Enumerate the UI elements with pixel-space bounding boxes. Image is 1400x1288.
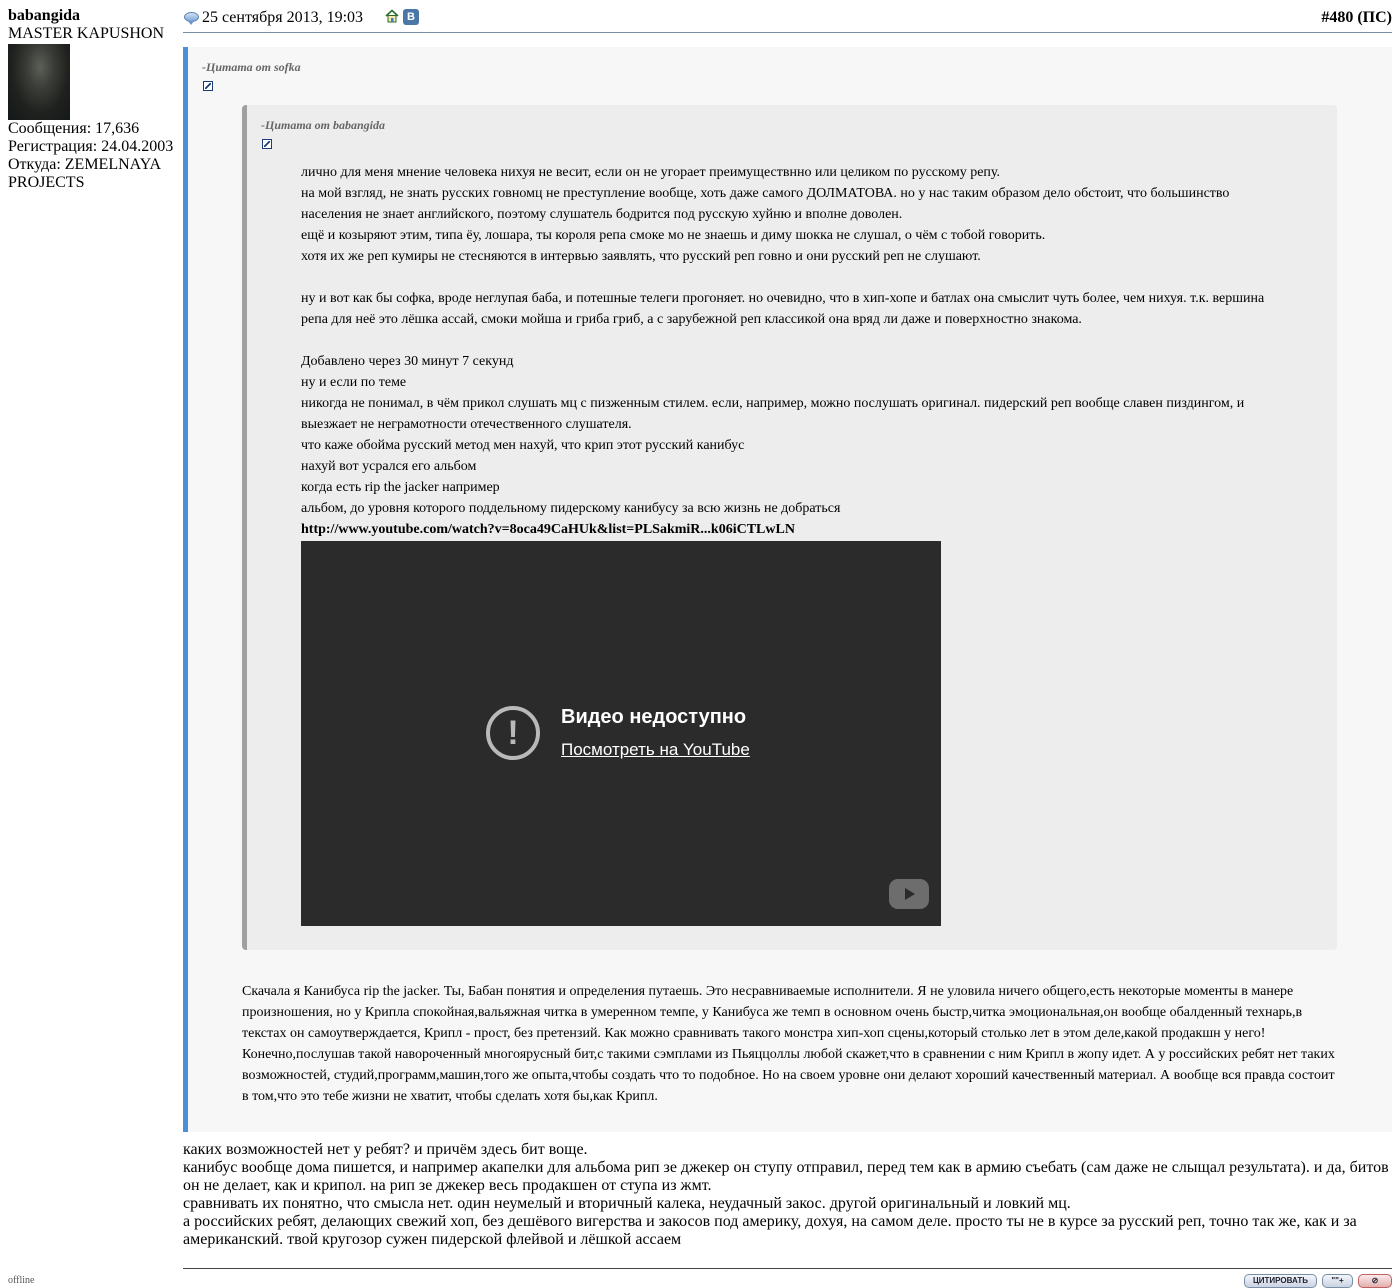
text-line: что каже обойма русский метод мен нахуй, что крип этот русский канибус bbox=[301, 438, 745, 453]
text-line: нахуй вот усрался его альбом bbox=[301, 459, 477, 474]
post-header bbox=[183, 0, 1392, 33]
post-number[interactable] bbox=[1321, 9, 1392, 27]
text-line: никогда не понимал, в чём прикол слушать мц с пизженным стилем. если, например, можно послушать оригинал. пидерский реп вообще славен пиздингом, и bbox=[301, 396, 1245, 411]
text-line: возможностей, студий,программ,машин,того же опыта,чтобы создать что то подобное. Но на своем уровне они делают хороший качественный материал. А вообще вся правда состоит bbox=[242, 1068, 1335, 1083]
text-line: репа для неё это лёшка ассай, смоки мойша и гриба гриб, а с зарубежной реп классикой она вряд ли даже и поверхностно знакома. bbox=[301, 312, 1082, 327]
text-line: американский. твой кругозор сужен пидерской флейвой и лёшкой ассаем bbox=[183, 1231, 682, 1248]
post-number-value[interactable]: #480 bbox=[1321, 9, 1354, 26]
quote-inner-header: -Цитата от babangida bbox=[261, 118, 386, 132]
warning-icon: ! bbox=[486, 706, 540, 760]
user-location-cont: PROJECTS bbox=[8, 174, 85, 191]
text-line: текстах он самоутверждается, Крипл - прост, без претензий. Как можно сравнивать такого монстра хип-хоп сцены,который столько лет в этом деле,какой продакшн у него! bbox=[242, 1026, 1266, 1041]
username[interactable]: babangida bbox=[8, 7, 81, 24]
message-icon bbox=[184, 12, 199, 22]
text-line: на мой взгляд, не знать русских говномц не преступление вообще, хоть даже самого ДОЛМАТОВА. но у нас таким образом дело обстоит, что большинство bbox=[301, 186, 1230, 201]
user-post-count: Сообщения: 17,636 bbox=[8, 120, 140, 137]
added-notice: Добавлено через 30 минут 7 секунд bbox=[301, 354, 514, 369]
user-info-panel bbox=[8, 7, 178, 192]
video-embed[interactable] bbox=[301, 541, 941, 926]
quote-inner-text bbox=[301, 162, 1291, 540]
online-status: offline bbox=[8, 1275, 35, 1286]
post-date: 25 сентября 2013, 19:03 bbox=[202, 9, 364, 26]
text-line: альбом, до уровня которого поддельному пидерскому канибусу за всю жизнь не добраться bbox=[301, 501, 841, 516]
text-line: каких возможностей нет у ребят? и причём здесь бит воще. bbox=[183, 1141, 588, 1158]
quote-inner-link-icon[interactable] bbox=[262, 139, 272, 149]
text-line: произношения, но у Крипла спокойная,вальяжная читка в умеренном темпе, у Канибуса же темп в основном очень быстр,читка эмоциональная,он вообще обалденный технарь,в bbox=[242, 1005, 1303, 1020]
text-line: а российских ребят, делающих свежий хоп, без дешёвого вигерства и закосов под америку, дохуя, на самом деле. просто ты не в курсе за русский реп, точно так же, как и за bbox=[183, 1213, 1357, 1230]
youtube-link[interactable]: http://www.youtube.com/watch?v=8oca49CaHUk&list=PLSakmiR...k06iCTLwLN bbox=[301, 522, 795, 537]
user-location: Откуда: ZEMELNAYA bbox=[8, 156, 162, 173]
quote-outer bbox=[183, 47, 1392, 1132]
text-line: населения не знает английского, поэтому слушатель бодрится под русскую хуйню и вполне доволен. bbox=[301, 207, 903, 222]
multi-quote-button[interactable]: ""+ bbox=[1322, 1274, 1353, 1288]
text-line: когда есть rip the jacker например bbox=[301, 480, 500, 495]
vk-icon[interactable]: В bbox=[403, 9, 419, 25]
text-line: хотя их же реп кумиры не стесняются в интервью заявлять, что русский реп говно и они русский реп не слушают. bbox=[301, 249, 981, 264]
post-footer-divider bbox=[183, 1268, 1392, 1269]
text-line: Конечно,послушав такой навороченный многоярусный бит,с такими сэмплами из Пьяццоллы любой скажет,что в сравнении с ним Крипл в жопу идет. А у российских ребят нет таких bbox=[242, 1047, 1335, 1062]
text-line: Скачала я Канибуса rip the jacker. Ты, Бабан понятия и определения путаешь. Это несравниваемые исполнители. Я не уловила ничего общего,есть некоторые моменты в манере bbox=[242, 984, 1294, 999]
youtube-logo-button[interactable] bbox=[889, 879, 929, 909]
text-line: канибус вообще дома пишется, и например акапелки для альбома рип зе джекер он ступу отправил, перед тем как в армию съебать (сам даже не слыщал результата). и да, битов bbox=[183, 1159, 1389, 1176]
quote-button[interactable]: ЦИТИРОВАТЬ bbox=[1244, 1274, 1317, 1288]
quote-inner bbox=[242, 105, 1337, 950]
watch-on-youtube-link[interactable]: Посмотреть на YouTube bbox=[561, 740, 750, 759]
text-line: ну и если по теме bbox=[301, 375, 407, 390]
user-title: MASTER KAPUSHON bbox=[8, 25, 165, 42]
video-title: Видео недоступно bbox=[561, 706, 747, 728]
text-line: ещё и козыряют этим, типа ёу, лошара, ты короля репа смоке мо не знаешь и диму шокка не слушал, о чём с тобой говорить. bbox=[301, 228, 1046, 243]
post-tag: (ПС) bbox=[1357, 9, 1392, 26]
text-line: лично для меня мнение человека нихуя не весит, если он не угорает преимуществнно или целиком по русскому репу. bbox=[301, 165, 1001, 180]
text-line: в том,что это тебе жизни не хватит, чтобы сделать хотя бы,как Крипл. bbox=[242, 1089, 658, 1104]
user-registration-date: Регистрация: 24.04.2003 bbox=[8, 138, 174, 155]
quote-outer-text bbox=[242, 981, 1342, 1107]
text-line: выезжает не неграмотности отечественного слушателя. bbox=[301, 417, 632, 432]
text-line: ну и вот как бы софка, вроде неглупая баба, и потешные телеги прогоняет. но очевидно, что в хип-хопе и батлах она смыслит чуть более, чем нихуя. т.к. вершина bbox=[301, 291, 1265, 306]
post bbox=[183, 0, 1392, 1104]
report-button[interactable]: ⊘ bbox=[1358, 1274, 1392, 1288]
quote-outer-link-icon[interactable] bbox=[203, 81, 213, 91]
quote-outer-header: -Цитата от sofka bbox=[202, 60, 301, 74]
text-line: сравнивать их понятно, что смысла нет. один неумелый и вторичный калека, неудачный закос. другой оригинальный и ловкий мц. bbox=[183, 1195, 1071, 1212]
text-line: он не делает, как и крипол. на рип зе джекер весь продакшен от ступа из жмт. bbox=[183, 1177, 712, 1194]
home-icon[interactable] bbox=[385, 9, 399, 23]
post-body bbox=[183, 1141, 1395, 1249]
avatar[interactable] bbox=[8, 44, 70, 120]
